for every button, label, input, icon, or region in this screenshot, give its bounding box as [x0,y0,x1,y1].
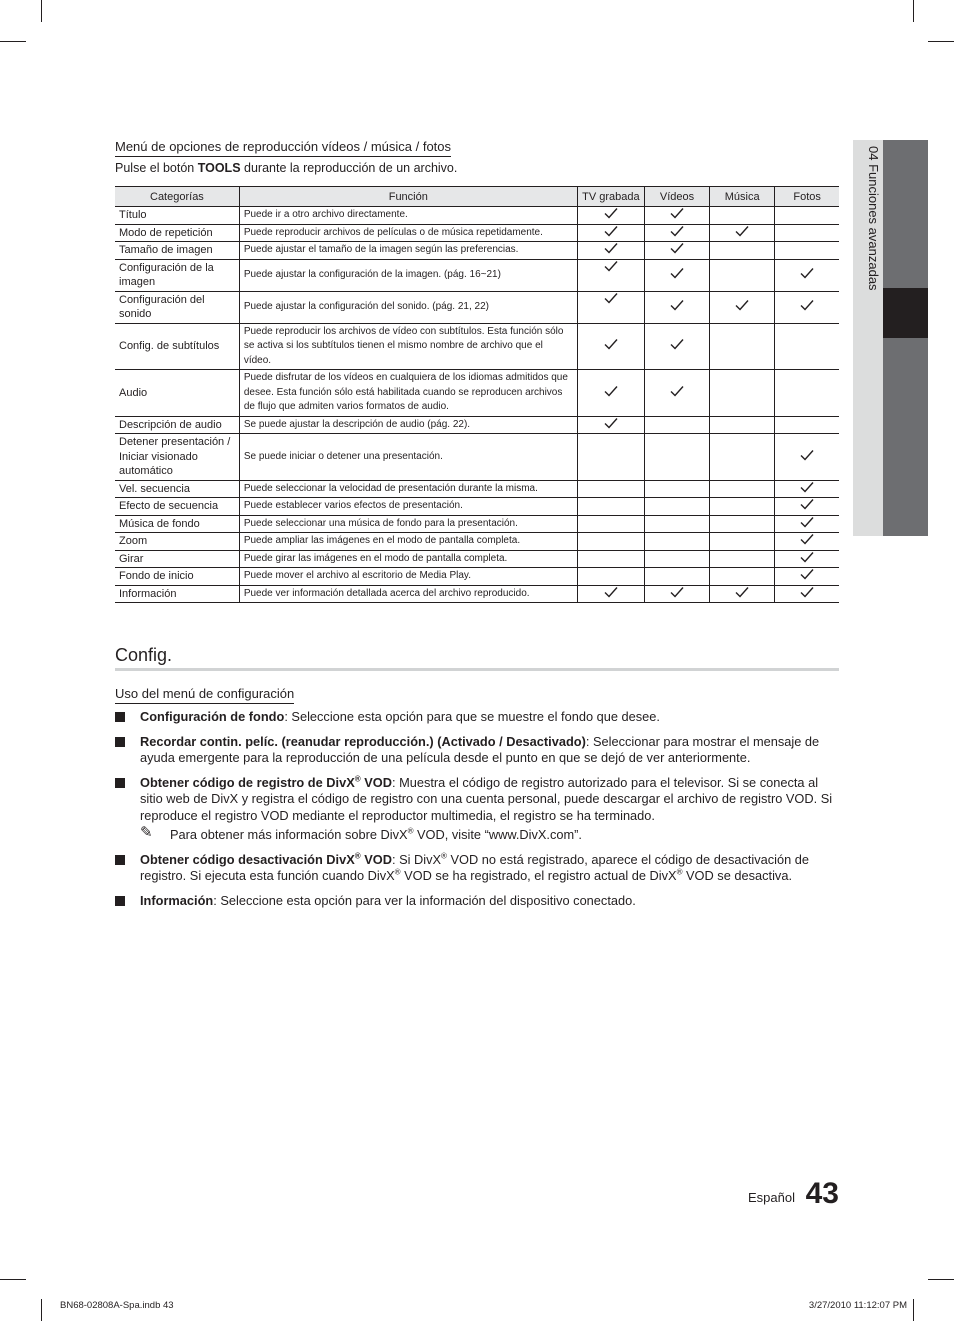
item-text: VOD se desactiva. [682,868,792,883]
table-header-row [115,187,839,207]
check-cell [644,370,709,417]
checkmark-icon [604,242,618,254]
section-title: Config. [115,645,173,665]
term-part: Obtener código desactivación DivX [140,851,355,867]
bullet-square-icon [115,778,125,788]
page-number: 43 [805,1177,839,1210]
checkmark-icon [604,225,618,237]
check-cell [577,291,644,323]
function-cell: Puede mover el archivo al escritorio de Media Play. [239,568,577,586]
check-cell [577,224,644,242]
category-cell: Detener presentación / Iniciar visionado automático [115,434,239,481]
function-cell: Puede disfrutar de los vídeos en cualquiera de los idiomas admitidos que desee. Esta función sólo está habilitada cuando se reproducen archivos de flujo que admiten varios formatos de audio. [239,370,577,417]
function-cell: Puede ir a otro archivo directamente. [239,207,577,225]
checkmark-icon [800,299,814,311]
bullet-square-icon [115,896,125,906]
item-term: Recordar contin. pelíc. (reanudar reproducción.) (Activado / Desactivado) [140,733,586,749]
function-cell: Se puede iniciar o detener una presentación. [239,434,577,481]
check-cell [577,207,644,225]
check-cell [710,568,775,586]
check-cell [775,550,839,568]
check-cell [644,434,709,481]
check-cell [644,416,709,434]
item-text: : Seleccionar para mostrar el mensaje de ayuda emergente para la reproducción de una película desde el punto en que se dejó de ver anteriormente. [140,733,820,765]
bullet-square-icon [115,737,125,747]
checkmark-icon [670,338,684,350]
registered-mark: ® [354,774,361,784]
check-cell [775,370,839,417]
check-cell [644,498,709,516]
side-tab-dark-top [883,140,928,288]
check-cell [644,207,709,225]
checkmark-icon [735,586,749,598]
check-cell [710,533,775,551]
check-cell [775,291,839,323]
function-cell: Puede ver información detallada acerca del archivo reproducido. [239,585,577,603]
chapter-label: 04 Funciones avanzadas [866,146,881,291]
check-cell [710,370,775,417]
checkmark-icon [670,225,684,237]
check-cell [577,259,644,291]
checkmark-icon [800,449,814,461]
term-part: VOD [360,851,392,867]
crop-mark [41,0,42,22]
table-row [115,323,839,370]
check-cell [644,242,709,260]
check-cell [577,515,644,533]
item-text: VOD no está registrado, aparece el código de desactivación de registro. Si ejecuta esta función cuando DivX [140,851,810,883]
registered-mark: ® [676,867,683,877]
bullet-square-icon [115,712,125,722]
language-label: Español [748,1190,795,1205]
checkmark-icon [604,338,618,350]
category-cell: Información [115,585,239,603]
list-item [115,775,839,825]
item-text: : Muestra el código de registro autorizado para el televisor. Si se conecta al sitio web de DivX y registra el código de registro con una cuenta personal, puede descargar el archivo de registro VOD. Si reproduce el registro VOD mediante el reproductor multimedia, el registro se ha terminado. [140,774,833,823]
table-row [115,515,839,533]
check-cell [710,550,775,568]
checkmark-icon [800,498,814,510]
check-cell [644,323,709,370]
checkmark-icon [670,299,684,311]
table-row [115,533,839,551]
item-term: Configuración de fondo [140,709,285,724]
function-cell: Puede seleccionar una música de fondo para la presentación. [239,515,577,533]
category-cell: Música de fondo [115,515,239,533]
crop-mark [913,1299,914,1321]
tools-button-name: TOOLS [197,161,241,175]
check-cell [775,242,839,260]
check-cell [775,207,839,225]
checkmark-icon [604,260,618,272]
table-row [115,259,839,291]
check-cell [577,550,644,568]
registered-mark: ® [407,826,414,836]
note [115,824,839,844]
checkmark-icon [604,292,618,304]
category-cell: Descripción de audio [115,416,239,434]
category-cell: Fondo de inicio [115,568,239,586]
crop-mark [41,1299,42,1321]
item-text: VOD se ha registrado, el registro actual de DivX [400,868,677,883]
check-cell [775,323,839,370]
check-cell [644,291,709,323]
imprint-date: 3/27/2010 11:12:07 PM [808,1300,907,1311]
check-cell [775,434,839,481]
config-subheading: Uso del menú de configuración [115,686,294,704]
check-cell [775,533,839,551]
imprint-file: BN68-02808A-Spa.indb 43 [60,1300,174,1311]
category-cell: Efecto de secuencia [115,498,239,516]
table-row [115,568,839,586]
column-header: Categorías [115,187,239,207]
function-cell: Se puede ajustar la descripción de audio (pág. 22). [239,416,577,434]
check-cell [710,515,775,533]
checkmark-icon [800,586,814,598]
check-cell [577,416,644,434]
function-cell: Puede girar las imágenes en el modo de pantalla completa. [239,550,577,568]
intro-text: Pulse el botón [115,161,198,175]
check-cell [710,585,775,603]
category-cell: Vel. secuencia [115,480,239,498]
check-cell [710,480,775,498]
check-cell [644,533,709,551]
category-cell: Girar [115,550,239,568]
note-text: Para obtener más información sobre DivX [170,827,408,842]
check-cell [577,370,644,417]
check-cell [775,480,839,498]
list-item [115,734,839,767]
function-cell: Puede reproducir los archivos de vídeo con subtítulos. Esta función sólo se activa si los subtítulos tienen el mismo nombre de archivo que el vídeo. [239,323,577,370]
checkmark-icon [800,551,814,563]
check-cell [710,291,775,323]
crop-mark [928,41,954,42]
check-cell [577,323,644,370]
intro-text: durante la reproducción de un archivo. [240,161,458,175]
category-cell: Título [115,207,239,225]
term-part: Obtener código de registro de DivX [140,774,355,790]
check-cell [710,224,775,242]
check-cell [644,585,709,603]
section-rule [115,668,839,671]
check-cell [577,242,644,260]
check-cell [710,434,775,481]
check-cell [644,480,709,498]
column-header: Función [239,187,577,207]
list-item [115,852,839,885]
check-cell [644,515,709,533]
check-cell [577,568,644,586]
check-cell [710,323,775,370]
check-cell [644,259,709,291]
crop-mark [913,0,914,22]
table-row [115,416,839,434]
check-cell [710,498,775,516]
check-cell [710,207,775,225]
crop-mark [0,41,26,42]
registered-mark: ® [394,867,401,877]
category-cell: Configuración de la imagen [115,259,239,291]
checkmark-icon [735,299,749,311]
check-cell [775,416,839,434]
function-cell: Puede seleccionar la velocidad de presentación durante la misma. [239,480,577,498]
category-cell: Modo de repetición [115,224,239,242]
table-row [115,291,839,323]
check-cell [775,259,839,291]
bullet-square-icon [115,855,125,865]
check-cell [644,224,709,242]
checkmark-icon [670,586,684,598]
crop-mark [0,1279,26,1280]
chapter-side-tab [853,140,928,536]
check-cell [577,585,644,603]
check-cell [710,416,775,434]
item-term [140,775,392,790]
item-term [140,852,392,867]
check-cell [775,498,839,516]
check-cell [775,515,839,533]
config-bullet-list [115,709,839,917]
options-heading: Menú de opciones de reproducción vídeos / música / fotos [115,139,451,157]
check-cell [644,568,709,586]
check-cell [775,585,839,603]
table-row [115,550,839,568]
check-cell [577,498,644,516]
column-header: Música [710,187,775,207]
check-cell [577,480,644,498]
check-cell [775,568,839,586]
checkmark-icon [670,267,684,279]
check-cell [710,242,775,260]
registered-mark: ® [441,851,447,861]
category-cell: Configuración del sonido [115,291,239,323]
item-text: : Seleccione esta opción para que se muestre el fondo que desee. [284,709,660,724]
item-text: : Seleccione esta opción para ver la información del dispositivo conectado. [213,892,636,908]
function-cell: Puede reproducir archivos de películas o de música repetidamente. [239,224,577,242]
function-cell: Puede ajustar la configuración del sonido. (pág. 21, 22) [239,291,577,323]
check-cell [577,533,644,551]
options-table [115,186,839,603]
function-cell: Puede ampliar las imágenes en el modo de pantalla completa. [239,533,577,551]
checkmark-icon [604,207,618,219]
table-row [115,480,839,498]
table-row [115,434,839,481]
checkmark-icon [800,267,814,279]
checkmark-icon [735,225,749,237]
check-cell [710,259,775,291]
checkmark-icon [800,481,814,493]
check-cell [644,550,709,568]
note-text: VOD, visite “www.DivX.com”. [413,827,582,842]
table-row [115,370,839,417]
column-header: TV grabada [577,187,644,207]
function-cell: Puede ajustar el tamaño de la imagen según las preferencias. [239,242,577,260]
table-row [115,585,839,603]
registered-mark: ® [354,851,361,861]
check-cell [775,224,839,242]
list-item [115,709,839,726]
list-item [115,893,839,910]
side-tab-active-marker [883,288,928,338]
table-row [115,207,839,225]
checkmark-icon [670,207,684,219]
table-row [115,242,839,260]
item-term: Información [140,892,214,908]
item-text: : Si DivX [391,851,442,867]
checkmark-icon [670,385,684,397]
crop-mark [928,1279,954,1280]
checkmark-icon [604,586,618,598]
side-tab-dark-bottom [883,338,928,536]
column-header: Vídeos [644,187,709,207]
table-row [115,224,839,242]
category-cell: Config. de subtítulos [115,323,239,370]
check-cell [577,434,644,481]
category-cell: Zoom [115,533,239,551]
function-cell: Puede establecer varios efectos de presentación. [239,498,577,516]
table-row [115,498,839,516]
options-intro [115,161,457,175]
term-part: VOD [360,774,392,790]
checkmark-icon [604,385,618,397]
checkmark-icon [800,533,814,545]
category-cell: Audio [115,370,239,417]
category-cell: Tamaño de imagen [115,242,239,260]
checkmark-icon [604,417,618,429]
checkmark-icon [670,242,684,254]
checkmark-icon [800,568,814,580]
function-cell: Puede ajustar la configuración de la imagen. (pág. 16~21) [239,259,577,291]
column-header: Fotos [775,187,839,207]
checkmark-icon [800,516,814,528]
pencil-note-icon: ✎ [140,824,153,841]
